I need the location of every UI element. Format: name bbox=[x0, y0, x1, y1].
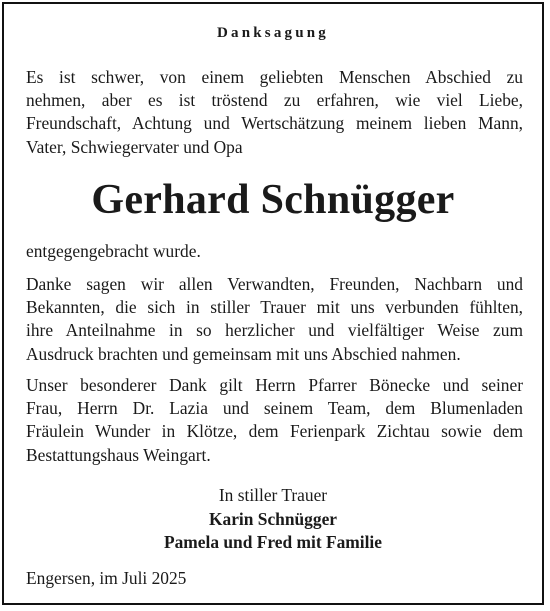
thanks-line: Bekannten, die sich in stiller Trauer mit uns verbunden fühlten, bbox=[26, 297, 523, 318]
special-thanks-line: Frau, Herrn Dr. Lazia und seinem Team, dem Blumenladen bbox=[26, 398, 523, 419]
intro-line: Freundschaft, Achtung und Wertschätzung meinem lieben Mann, bbox=[26, 113, 523, 134]
thanks-line: Ausdruck brachten und gemeinsam mit uns Abschied nahmen. bbox=[26, 343, 461, 364]
intro-line: Es ist schwer, von einem geliebten Menschen Abschied zu bbox=[26, 67, 523, 87]
thanks-line: ihre Anteilnahme in so herzlicher und vielfältiger Weise zum bbox=[26, 320, 523, 341]
signature-block bbox=[4, 484, 542, 555]
obituary-notice bbox=[2, 2, 544, 605]
after-name-text: entgegengebracht wurde. bbox=[26, 241, 201, 261]
special-thanks-line: Bestattungshaus Weingart. bbox=[26, 444, 211, 465]
intro-line: Vater, Schwiegervater und Opa bbox=[26, 136, 243, 157]
signer-name: Karin Schnügger bbox=[208, 508, 338, 529]
signature-closing: In stiller Trauer bbox=[218, 485, 328, 505]
notice-heading: Danksagung bbox=[216, 25, 330, 41]
special-thanks-line: Unser besonderer Dank gilt Herrn Pfarrer Bönecke und seiner bbox=[26, 375, 523, 395]
signer-family: Pamela und Fred mit Familie bbox=[163, 532, 382, 552]
after-name-line bbox=[26, 240, 523, 263]
intro-paragraph bbox=[26, 66, 523, 159]
thanks-line: Danke sagen wir allen Verwandten, Freunden, Nachbarn und bbox=[26, 274, 523, 294]
special-thanks-line: Fräulein Wunder in Klötze, dem Ferienpark Zichtau sowie dem bbox=[26, 421, 523, 442]
special-thanks-paragraph bbox=[26, 374, 523, 467]
intro-line: nehmen, aber es ist tröstend zu erfahren, wie viel Liebe, bbox=[26, 90, 523, 111]
place-date: Engersen, im Juli 2025 bbox=[26, 568, 187, 588]
deceased-name: Gerhard Schnügger bbox=[91, 177, 455, 223]
thanks-paragraph bbox=[26, 273, 523, 366]
